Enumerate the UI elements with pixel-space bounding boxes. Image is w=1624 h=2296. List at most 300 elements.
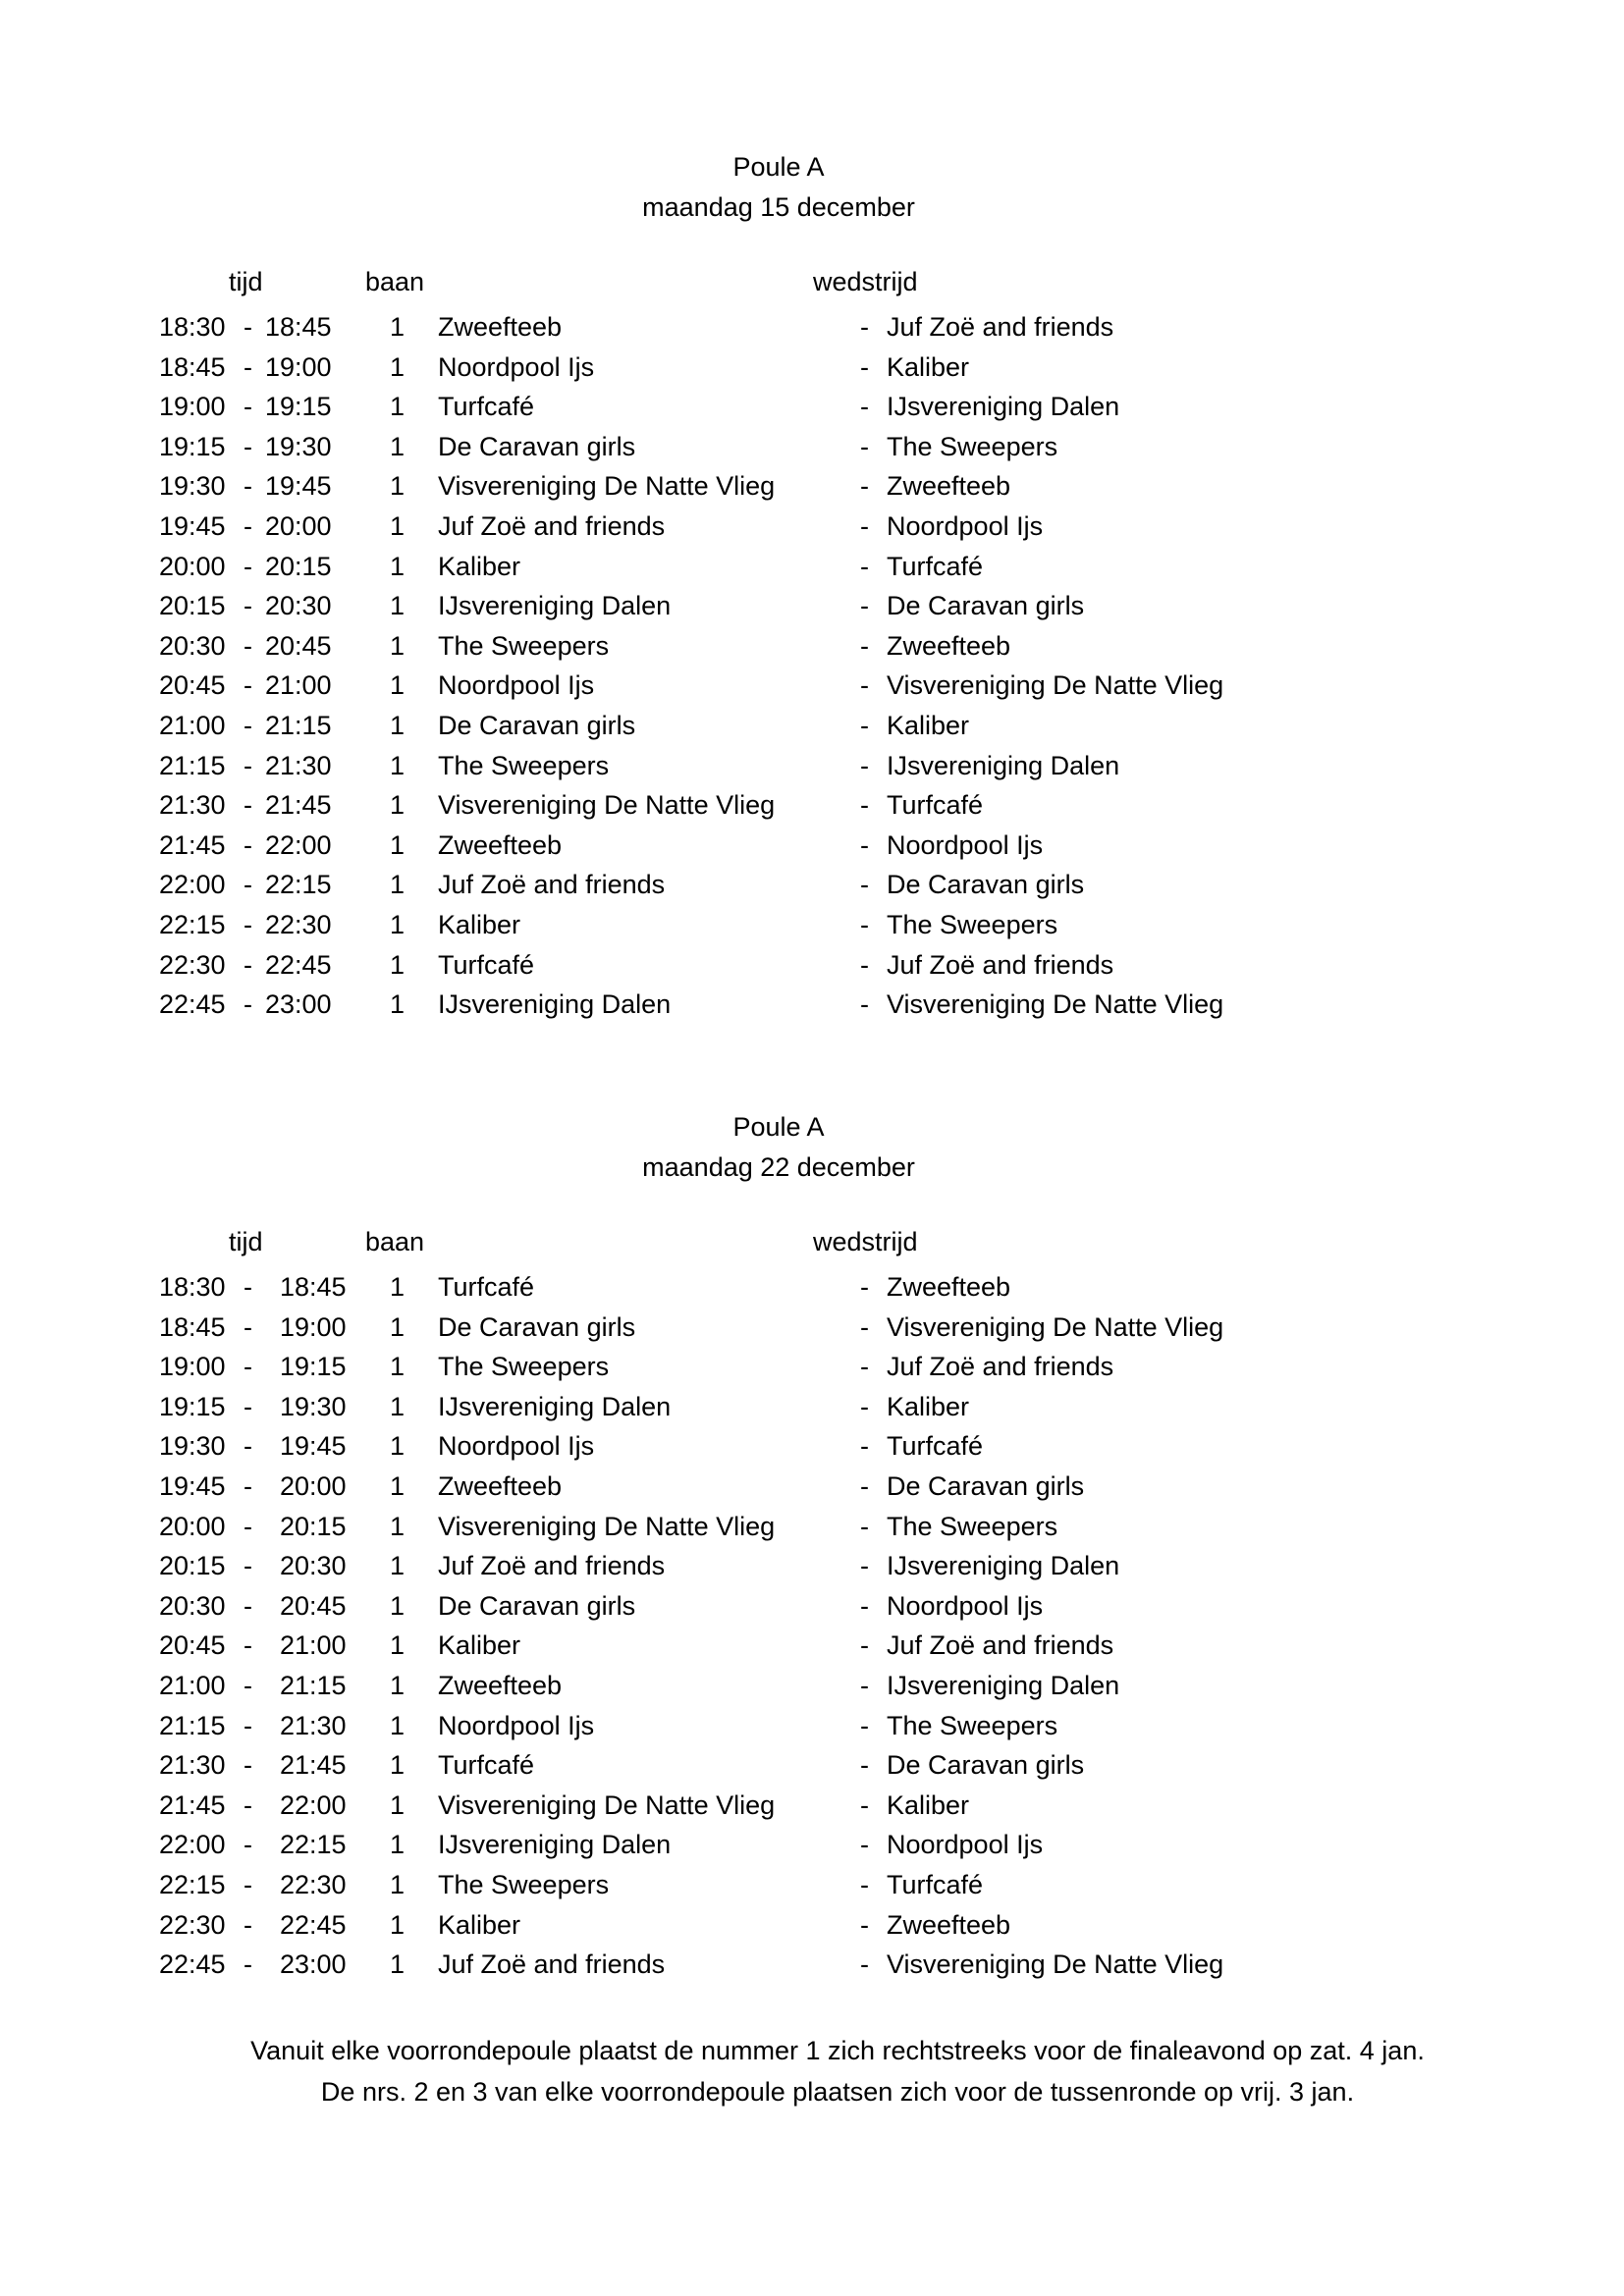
time-separator: - xyxy=(244,1431,252,1462)
match-separator: - xyxy=(860,1272,869,1302)
time-separator: - xyxy=(244,710,252,740)
match-row xyxy=(0,547,1624,587)
match-start-time: 19:30 xyxy=(159,471,226,502)
match-home-team: De Caravan girls xyxy=(438,710,636,740)
match-away-team: IJsvereniging Dalen xyxy=(887,1670,1120,1700)
match-home-team: De Caravan girls xyxy=(438,1590,636,1621)
schedule-date: maandag 22 december xyxy=(642,1152,915,1182)
match-separator: - xyxy=(860,1431,869,1462)
match-end-time: 20:30 xyxy=(280,1551,347,1581)
match-end-time: 22:45 xyxy=(280,1909,347,1940)
time-separator: - xyxy=(244,431,252,461)
match-home-team: Noordpool Ijs xyxy=(438,351,595,382)
time-separator: - xyxy=(244,1949,252,1980)
match-start-time: 18:30 xyxy=(159,1272,226,1302)
time-separator: - xyxy=(244,392,252,422)
match-home-team: Turfcafé xyxy=(438,949,535,980)
match-separator: - xyxy=(860,670,869,701)
match-away-team: IJsvereniging Dalen xyxy=(887,392,1120,422)
match-row xyxy=(0,1626,1624,1666)
match-row xyxy=(0,1546,1624,1586)
match-away-team: Visvereniging De Natte Vlieg xyxy=(887,1311,1224,1342)
match-end-time: 21:45 xyxy=(280,1750,347,1781)
match-away-team: The Sweepers xyxy=(887,431,1058,461)
time-separator: - xyxy=(244,1352,252,1382)
match-baan: 1 xyxy=(390,392,406,422)
match-start-time: 18:30 xyxy=(159,312,226,342)
column-headers xyxy=(0,1227,1624,1267)
time-separator: - xyxy=(244,471,252,502)
match-separator: - xyxy=(860,591,869,621)
match-baan: 1 xyxy=(390,1311,406,1342)
schedule-date: maandag 15 december xyxy=(642,192,915,222)
match-home-team: The Sweepers xyxy=(438,1869,610,1899)
match-baan: 1 xyxy=(390,1909,406,1940)
time-separator: - xyxy=(244,1869,252,1899)
match-baan: 1 xyxy=(390,1511,406,1541)
match-home-team: De Caravan girls xyxy=(438,1311,636,1342)
match-away-team: Juf Zoë and friends xyxy=(887,949,1114,980)
poule-title: Poule A xyxy=(732,1112,825,1142)
match-baan: 1 xyxy=(390,989,406,1020)
match-away-team: Zweefteeb xyxy=(887,1272,1011,1302)
match-start-time: 19:30 xyxy=(159,1431,226,1462)
match-baan: 1 xyxy=(390,510,406,541)
match-separator: - xyxy=(860,1869,869,1899)
match-separator: - xyxy=(860,312,869,342)
match-home-team: The Sweepers xyxy=(438,630,610,661)
match-home-team: De Caravan girls xyxy=(438,431,636,461)
match-start-time: 21:45 xyxy=(159,1789,226,1820)
match-start-time: 22:15 xyxy=(159,909,226,939)
match-baan: 1 xyxy=(390,431,406,461)
match-home-team: Zweefteeb xyxy=(438,829,563,860)
match-home-team: Turfcafé xyxy=(438,1272,535,1302)
match-start-time: 18:45 xyxy=(159,1311,226,1342)
match-end-time: 23:00 xyxy=(280,1949,347,1980)
match-baan: 1 xyxy=(390,1830,406,1860)
match-end-time: 21:00 xyxy=(265,670,332,701)
match-row xyxy=(0,1865,1624,1905)
match-start-time: 21:30 xyxy=(159,790,226,821)
match-start-time: 21:45 xyxy=(159,829,226,860)
match-row xyxy=(0,507,1624,547)
match-baan: 1 xyxy=(390,1949,406,1980)
match-away-team: Juf Zoë and friends xyxy=(887,1352,1114,1382)
match-home-team: Juf Zoë and friends xyxy=(438,1551,666,1581)
match-row xyxy=(0,586,1624,626)
match-row xyxy=(0,985,1624,1025)
time-separator: - xyxy=(244,1830,252,1860)
match-end-time: 19:30 xyxy=(265,431,332,461)
match-home-team: Zweefteeb xyxy=(438,1670,563,1700)
match-start-time: 22:45 xyxy=(159,1949,226,1980)
match-baan: 1 xyxy=(390,829,406,860)
match-away-team: Kaliber xyxy=(887,1391,970,1421)
match-start-time: 20:15 xyxy=(159,591,226,621)
match-away-team: Noordpool Ijs xyxy=(887,829,1044,860)
match-start-time: 19:15 xyxy=(159,1391,226,1421)
match-away-team: Noordpool Ijs xyxy=(887,1830,1044,1860)
match-row xyxy=(0,626,1624,667)
match-row xyxy=(0,785,1624,826)
match-baan: 1 xyxy=(390,870,406,900)
match-separator: - xyxy=(860,1590,869,1621)
header-tijd: tijd xyxy=(229,267,263,296)
match-separator: - xyxy=(860,630,869,661)
match-row xyxy=(0,746,1624,786)
time-separator: - xyxy=(244,1272,252,1302)
match-start-time: 22:45 xyxy=(159,989,226,1020)
match-row xyxy=(0,1666,1624,1706)
match-separator: - xyxy=(860,1949,869,1980)
match-row xyxy=(0,1467,1624,1507)
match-baan: 1 xyxy=(390,1431,406,1462)
match-start-time: 21:15 xyxy=(159,1710,226,1740)
match-baan: 1 xyxy=(390,471,406,502)
match-away-team: De Caravan girls xyxy=(887,591,1085,621)
match-end-time: 20:15 xyxy=(280,1511,347,1541)
match-separator: - xyxy=(860,510,869,541)
match-home-team: Turfcafé xyxy=(438,1750,535,1781)
schedule-block-22-december xyxy=(0,1107,1624,1985)
match-end-time: 20:00 xyxy=(265,510,332,541)
match-baan: 1 xyxy=(390,909,406,939)
match-home-team: Juf Zoë and friends xyxy=(438,510,666,541)
match-separator: - xyxy=(860,1311,869,1342)
match-start-time: 19:45 xyxy=(159,510,226,541)
match-away-team: Visvereniging De Natte Vlieg xyxy=(887,989,1224,1020)
match-separator: - xyxy=(860,1710,869,1740)
match-separator: - xyxy=(860,351,869,382)
match-row xyxy=(0,466,1624,507)
match-separator: - xyxy=(860,1391,869,1421)
match-separator: - xyxy=(860,1830,869,1860)
match-row xyxy=(0,1786,1624,1826)
match-home-team: Kaliber xyxy=(438,909,521,939)
match-home-team: Kaliber xyxy=(438,551,521,581)
match-away-team: IJsvereniging Dalen xyxy=(887,1551,1120,1581)
match-end-time: 18:45 xyxy=(265,312,332,342)
match-baan: 1 xyxy=(390,1272,406,1302)
match-row xyxy=(0,347,1624,388)
match-separator: - xyxy=(860,431,869,461)
header-baan: baan xyxy=(365,267,425,296)
match-baan: 1 xyxy=(390,1710,406,1740)
match-away-team: Zweefteeb xyxy=(887,1909,1011,1940)
match-separator: - xyxy=(860,1750,869,1781)
match-away-team: Kaliber xyxy=(887,351,970,382)
match-home-team: Juf Zoë and friends xyxy=(438,1949,666,1980)
match-row xyxy=(0,1308,1624,1348)
match-separator: - xyxy=(860,1909,869,1940)
match-away-team: Turfcafé xyxy=(887,1869,984,1899)
footer-line-2: De nrs. 2 en 3 van elke voorrondepoule plaatsen zich voor de tussenronde op vrij. 3 jan. xyxy=(320,2077,1355,2107)
match-end-time: 18:45 xyxy=(280,1272,347,1302)
match-start-time: 20:00 xyxy=(159,1511,226,1541)
match-away-team: De Caravan girls xyxy=(887,870,1085,900)
match-start-time: 20:45 xyxy=(159,670,226,701)
match-end-time: 19:45 xyxy=(265,471,332,502)
match-baan: 1 xyxy=(390,670,406,701)
match-end-time: 21:45 xyxy=(265,790,332,821)
time-separator: - xyxy=(244,829,252,860)
match-end-time: 19:30 xyxy=(280,1391,347,1421)
match-home-team: Noordpool Ijs xyxy=(438,1431,595,1462)
time-separator: - xyxy=(244,1750,252,1781)
match-away-team: Zweefteeb xyxy=(887,630,1011,661)
match-start-time: 20:00 xyxy=(159,551,226,581)
match-baan: 1 xyxy=(390,1391,406,1421)
match-home-team: Visvereniging De Natte Vlieg xyxy=(438,1789,776,1820)
match-home-team: Visvereniging De Natte Vlieg xyxy=(438,1511,776,1541)
match-home-team: Noordpool Ijs xyxy=(438,1710,595,1740)
match-start-time: 21:15 xyxy=(159,750,226,780)
match-home-team: IJsvereniging Dalen xyxy=(438,989,672,1020)
match-start-time: 20:45 xyxy=(159,1630,226,1661)
match-baan: 1 xyxy=(390,949,406,980)
match-separator: - xyxy=(860,1511,869,1541)
match-separator: - xyxy=(860,1470,869,1501)
match-start-time: 21:00 xyxy=(159,710,226,740)
match-end-time: 22:15 xyxy=(265,870,332,900)
match-baan: 1 xyxy=(390,1750,406,1781)
time-separator: - xyxy=(244,591,252,621)
match-start-time: 22:00 xyxy=(159,1830,226,1860)
match-home-team: IJsvereniging Dalen xyxy=(438,1391,672,1421)
match-away-team: The Sweepers xyxy=(887,909,1058,939)
match-baan: 1 xyxy=(390,750,406,780)
match-separator: - xyxy=(860,790,869,821)
match-separator: - xyxy=(860,551,869,581)
time-separator: - xyxy=(244,1551,252,1581)
match-start-time: 21:00 xyxy=(159,1670,226,1700)
match-separator: - xyxy=(860,710,869,740)
match-end-time: 21:30 xyxy=(280,1710,347,1740)
match-start-time: 19:00 xyxy=(159,392,226,422)
match-row xyxy=(0,1905,1624,1946)
time-separator: - xyxy=(244,510,252,541)
match-list xyxy=(0,1267,1624,1985)
match-row xyxy=(0,1745,1624,1786)
match-home-team: Turfcafé xyxy=(438,392,535,422)
match-away-team: Visvereniging De Natte Vlieg xyxy=(887,670,1224,701)
time-separator: - xyxy=(244,1590,252,1621)
match-row xyxy=(0,387,1624,427)
match-home-team: Visvereniging De Natte Vlieg xyxy=(438,790,776,821)
match-home-team: Kaliber xyxy=(438,1630,521,1661)
match-end-time: 19:45 xyxy=(280,1431,347,1462)
match-away-team: Kaliber xyxy=(887,710,970,740)
match-end-time: 22:30 xyxy=(265,909,332,939)
match-home-team: Zweefteeb xyxy=(438,312,563,342)
header-wedstrijd: wedstrijd xyxy=(813,1227,918,1256)
time-separator: - xyxy=(244,1470,252,1501)
header-wedstrijd: wedstrijd xyxy=(813,267,918,296)
footer-line-1: Vanuit elke voorrondepoule plaatst de nummer 1 zich rechtstreeks voor de finaleavond op zat. 4 jan. xyxy=(250,2036,1425,2065)
match-away-team: IJsvereniging Dalen xyxy=(887,750,1120,780)
match-separator: - xyxy=(860,1352,869,1382)
match-start-time: 19:15 xyxy=(159,431,226,461)
match-separator: - xyxy=(860,829,869,860)
match-end-time: 19:15 xyxy=(265,392,332,422)
match-separator: - xyxy=(860,949,869,980)
match-away-team: Turfcafé xyxy=(887,551,984,581)
match-end-time: 21:15 xyxy=(265,710,332,740)
time-separator: - xyxy=(244,1511,252,1541)
match-row xyxy=(0,666,1624,706)
header-tijd: tijd xyxy=(229,1227,263,1256)
match-home-team: IJsvereniging Dalen xyxy=(438,1830,672,1860)
time-separator: - xyxy=(244,1311,252,1342)
match-home-team: Visvereniging De Natte Vlieg xyxy=(438,471,776,502)
match-row xyxy=(0,1945,1624,1985)
match-home-team: Kaliber xyxy=(438,1909,521,1940)
match-separator: - xyxy=(860,1551,869,1581)
match-row xyxy=(0,1825,1624,1865)
match-away-team: The Sweepers xyxy=(887,1511,1058,1541)
match-end-time: 22:00 xyxy=(280,1789,347,1820)
match-separator: - xyxy=(860,1630,869,1661)
match-baan: 1 xyxy=(390,1630,406,1661)
match-separator: - xyxy=(860,1789,869,1820)
match-row xyxy=(0,1586,1624,1627)
match-baan: 1 xyxy=(390,1551,406,1581)
time-separator: - xyxy=(244,989,252,1020)
match-home-team: The Sweepers xyxy=(438,1352,610,1382)
match-start-time: 22:15 xyxy=(159,1869,226,1899)
match-away-team: De Caravan girls xyxy=(887,1750,1085,1781)
schedule-block-15-december xyxy=(0,147,1624,1025)
match-end-time: 20:30 xyxy=(265,591,332,621)
time-separator: - xyxy=(244,870,252,900)
column-headers xyxy=(0,267,1624,307)
match-end-time: 19:00 xyxy=(265,351,332,382)
match-start-time: 19:00 xyxy=(159,1352,226,1382)
time-separator: - xyxy=(244,1710,252,1740)
match-start-time: 20:30 xyxy=(159,1590,226,1621)
match-start-time: 18:45 xyxy=(159,351,226,382)
match-end-time: 20:45 xyxy=(265,630,332,661)
match-baan: 1 xyxy=(390,630,406,661)
match-row xyxy=(0,865,1624,905)
match-separator: - xyxy=(860,750,869,780)
match-separator: - xyxy=(860,471,869,502)
match-home-team: IJsvereniging Dalen xyxy=(438,591,672,621)
match-baan: 1 xyxy=(390,1590,406,1621)
header-baan: baan xyxy=(365,1227,425,1256)
match-separator: - xyxy=(860,392,869,422)
match-end-time: 21:15 xyxy=(280,1670,347,1700)
match-end-time: 19:00 xyxy=(280,1311,347,1342)
match-row xyxy=(0,826,1624,866)
match-start-time: 20:15 xyxy=(159,1551,226,1581)
match-baan: 1 xyxy=(390,1352,406,1382)
match-away-team: De Caravan girls xyxy=(887,1470,1085,1501)
match-row xyxy=(0,905,1624,945)
time-separator: - xyxy=(244,750,252,780)
match-end-time: 22:30 xyxy=(280,1869,347,1899)
time-separator: - xyxy=(244,909,252,939)
match-separator: - xyxy=(860,989,869,1020)
match-row xyxy=(0,1507,1624,1547)
time-separator: - xyxy=(244,949,252,980)
match-baan: 1 xyxy=(390,351,406,382)
match-baan: 1 xyxy=(390,710,406,740)
match-away-team: Noordpool Ijs xyxy=(887,510,1044,541)
match-baan: 1 xyxy=(390,790,406,821)
match-start-time: 19:45 xyxy=(159,1470,226,1501)
time-separator: - xyxy=(244,551,252,581)
match-end-time: 19:15 xyxy=(280,1352,347,1382)
match-baan: 1 xyxy=(390,312,406,342)
match-away-team: Turfcafé xyxy=(887,790,984,821)
match-end-time: 20:15 xyxy=(265,551,332,581)
match-end-time: 20:45 xyxy=(280,1590,347,1621)
time-separator: - xyxy=(244,1670,252,1700)
match-end-time: 20:00 xyxy=(280,1470,347,1501)
match-away-team: Kaliber xyxy=(887,1789,970,1820)
time-separator: - xyxy=(244,630,252,661)
match-home-team: The Sweepers xyxy=(438,750,610,780)
match-away-team: Visvereniging De Natte Vlieg xyxy=(887,1949,1224,1980)
match-row xyxy=(0,1267,1624,1308)
match-home-team: Zweefteeb xyxy=(438,1470,563,1501)
match-row xyxy=(0,945,1624,986)
match-away-team: Turfcafé xyxy=(887,1431,984,1462)
match-end-time: 22:15 xyxy=(280,1830,347,1860)
match-baan: 1 xyxy=(390,1789,406,1820)
match-away-team: Zweefteeb xyxy=(887,471,1011,502)
match-row xyxy=(0,1347,1624,1387)
match-end-time: 22:45 xyxy=(265,949,332,980)
match-separator: - xyxy=(860,870,869,900)
match-start-time: 22:30 xyxy=(159,1909,226,1940)
match-row xyxy=(0,706,1624,746)
time-separator: - xyxy=(244,1789,252,1820)
match-start-time: 22:30 xyxy=(159,949,226,980)
match-end-time: 21:30 xyxy=(265,750,332,780)
poule-title: Poule A xyxy=(732,152,825,182)
time-separator: - xyxy=(244,351,252,382)
time-separator: - xyxy=(244,1630,252,1661)
match-separator: - xyxy=(860,1670,869,1700)
match-start-time: 20:30 xyxy=(159,630,226,661)
footer-note xyxy=(26,2030,1624,2112)
match-row xyxy=(0,1706,1624,1746)
time-separator: - xyxy=(244,312,252,342)
match-baan: 1 xyxy=(390,591,406,621)
match-end-time: 21:00 xyxy=(280,1630,347,1661)
match-away-team: The Sweepers xyxy=(887,1710,1058,1740)
match-away-team: Noordpool Ijs xyxy=(887,1590,1044,1621)
time-separator: - xyxy=(244,1909,252,1940)
match-row xyxy=(0,427,1624,467)
match-row xyxy=(0,307,1624,347)
time-separator: - xyxy=(244,670,252,701)
time-separator: - xyxy=(244,790,252,821)
match-baan: 1 xyxy=(390,551,406,581)
match-baan: 1 xyxy=(390,1670,406,1700)
match-start-time: 21:30 xyxy=(159,1750,226,1781)
time-separator: - xyxy=(244,1391,252,1421)
match-start-time: 22:00 xyxy=(159,870,226,900)
match-list xyxy=(0,307,1624,1025)
match-row xyxy=(0,1426,1624,1467)
match-away-team: Juf Zoë and friends xyxy=(887,1630,1114,1661)
match-baan: 1 xyxy=(390,1470,406,1501)
match-home-team: Juf Zoë and friends xyxy=(438,870,666,900)
